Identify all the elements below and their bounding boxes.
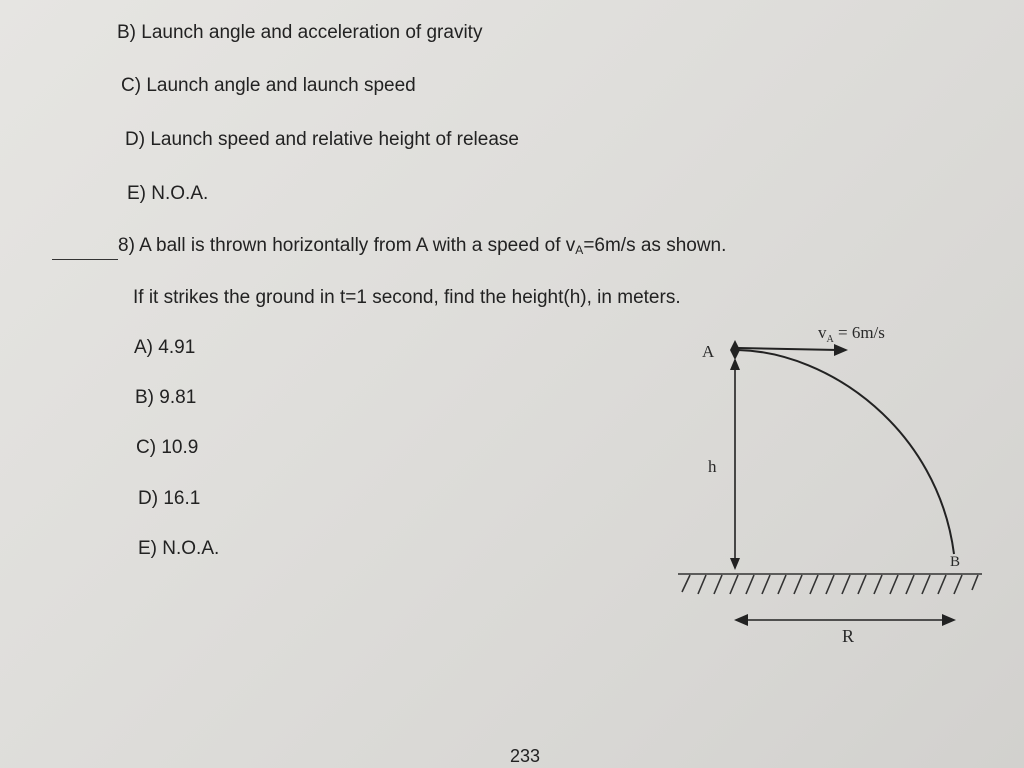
question-8-subscript: A: [575, 243, 584, 257]
page-number: 233: [510, 746, 541, 766]
option-c: C) 10.9: [136, 437, 199, 458]
height-arrow-top: [730, 358, 740, 370]
range-arrow-right: [942, 614, 956, 626]
ground-hatching: [682, 575, 978, 594]
velocity-sub: A: [826, 334, 834, 345]
height-label: h: [708, 457, 717, 476]
trajectory-curve: [738, 350, 954, 554]
velocity-rest: = 6m/s: [833, 323, 885, 342]
question-8-prefix: 8) A ball is thrown horizontally from A with a speed of v: [118, 235, 576, 256]
option-a: A) 4.91: [134, 337, 196, 358]
velocity-v: v: [818, 323, 827, 342]
range-label: R: [842, 626, 855, 646]
option-prev-e: E) N.O.A.: [127, 183, 209, 204]
question-8-suffix: =6m/s as shown.: [583, 235, 727, 256]
velocity-arrow: [738, 348, 838, 350]
velocity-arrowhead: [834, 344, 848, 356]
option-e: E) N.O.A.: [138, 538, 220, 559]
range-arrow-left: [734, 614, 748, 626]
projectile-diagram: [660, 310, 1000, 660]
height-arrow-bottom: [730, 558, 740, 570]
velocity-label: [818, 323, 885, 345]
option-prev-c: C) Launch angle and launch speed: [121, 75, 416, 96]
option-b: B) 9.81: [135, 387, 197, 408]
question-8-line2: If it strikes the ground in t=1 second, find the height(h), in meters.: [133, 287, 681, 308]
point-b-label: B: [950, 554, 961, 570]
answer-blank: [52, 259, 118, 260]
point-a-label: A: [702, 342, 715, 361]
option-d: D) 16.1: [138, 488, 201, 509]
question-8-text: [118, 235, 726, 257]
option-prev-d: D) Launch speed and relative height of release: [125, 129, 519, 150]
option-prev-b: B) Launch angle and acceleration of gravity: [117, 22, 483, 43]
